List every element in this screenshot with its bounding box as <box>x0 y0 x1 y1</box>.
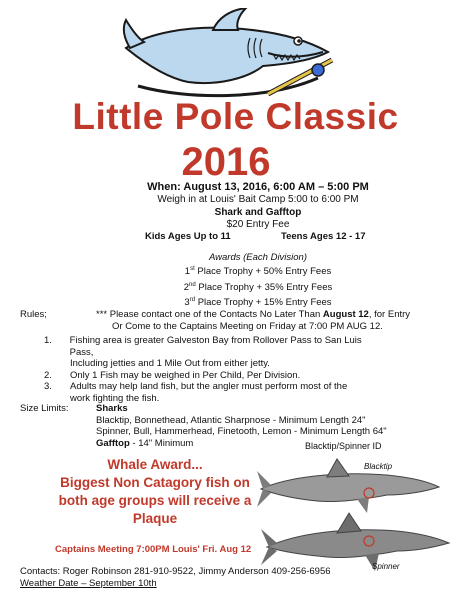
award-item: 3rd Place Trophy + 15% Entry Fees <box>184 297 332 309</box>
shark-logo <box>118 8 346 103</box>
spinner-shark-icon <box>261 513 449 571</box>
captains-meeting: Captains Meeting 7:00PM Louis' Fri. Aug 12 <box>55 544 252 555</box>
blacktip-label: Blacktip <box>364 462 393 471</box>
awards-list <box>88 263 428 310</box>
rule-item-cont: Including jetties and 1 Mile Out from either jetty. <box>70 358 270 369</box>
size-line: Blacktip, Bonnethead, Atlantic Sharpnose - Minimum Length 24" <box>96 414 366 426</box>
rules-note: *** Please contact one of the Contacts No Later Than August 12, for Entry Or Come to the Captains Meeting on Friday at 7:00 PM AUG 12. <box>96 309 411 332</box>
teens-ages: Teens Ages 12 - 17 <box>281 231 366 242</box>
size-heading: Sharks <box>96 403 128 414</box>
blacktip-shark-icon <box>257 459 439 513</box>
event-year: 2016 <box>181 140 271 184</box>
rule-item: 3. Adults may help land fish, but the angler must perform most of the <box>44 381 348 392</box>
rules-list <box>44 335 384 404</box>
shark-cartoon-icon <box>124 8 332 96</box>
kids-ages: Kids Ages Up to 11 <box>145 231 231 242</box>
rule-item-cont: work fighting the fish. <box>70 392 160 404</box>
award-item: 2nd Place Trophy + 35% Entry Fees <box>183 281 333 293</box>
weigh-in-info: Weigh in at Louis' Bait Camp 5:00 to 6:00 PM <box>157 194 359 205</box>
contacts: Contacts: Roger Robinson 281-910-9522, Jimmy Anderson 409-256-6956 <box>20 566 331 577</box>
event-title: Little Pole Classic <box>72 96 399 137</box>
awards-heading: Awards (Each Division) <box>208 252 308 263</box>
weather-date: Weather Date – September 10th <box>20 578 157 589</box>
whale-award: Whale Award... Biggest Non Catagory fish on both age groups will receive a Plaque <box>58 457 252 526</box>
size-line: Spinner, Bull, Hammerhead, Finetooth, Lemon - Minimum Length 64" <box>96 426 387 437</box>
spinner-label: Spinner <box>372 562 400 571</box>
rules-label: Rules; <box>20 309 47 320</box>
entry-fee: $20 Entry Fee <box>226 219 290 230</box>
event-when: When: August 13, 2016, 6:00 AM – 5:00 PM <box>147 181 369 193</box>
size-limits-label: Size Limits: <box>20 403 69 414</box>
shark-id-illustration <box>257 449 463 577</box>
rule-item: 2. Only 1 Fish may be weighed in Per Child, Per Division. <box>44 369 301 381</box>
award-item: 1st Place Trophy + 50% Entry Fees <box>184 266 332 278</box>
size-limits: Sharks Blacktip, Bonnethead, Atlantic Sharpnose - Minimum Length 24" Spinner, Bull, Hammerhead, Finetooth, Lemon - Minimum Length 64" Gafftop - 14" Minimum <box>96 403 436 449</box>
fish-id-label: Blacktip/Spinner ID <box>305 441 382 451</box>
rule-item: 1. Fishing area is greater Galveston Bay from Rollover Pass to San Luis Pass, <box>44 335 362 358</box>
category: Shark and Gafftop <box>214 207 302 218</box>
